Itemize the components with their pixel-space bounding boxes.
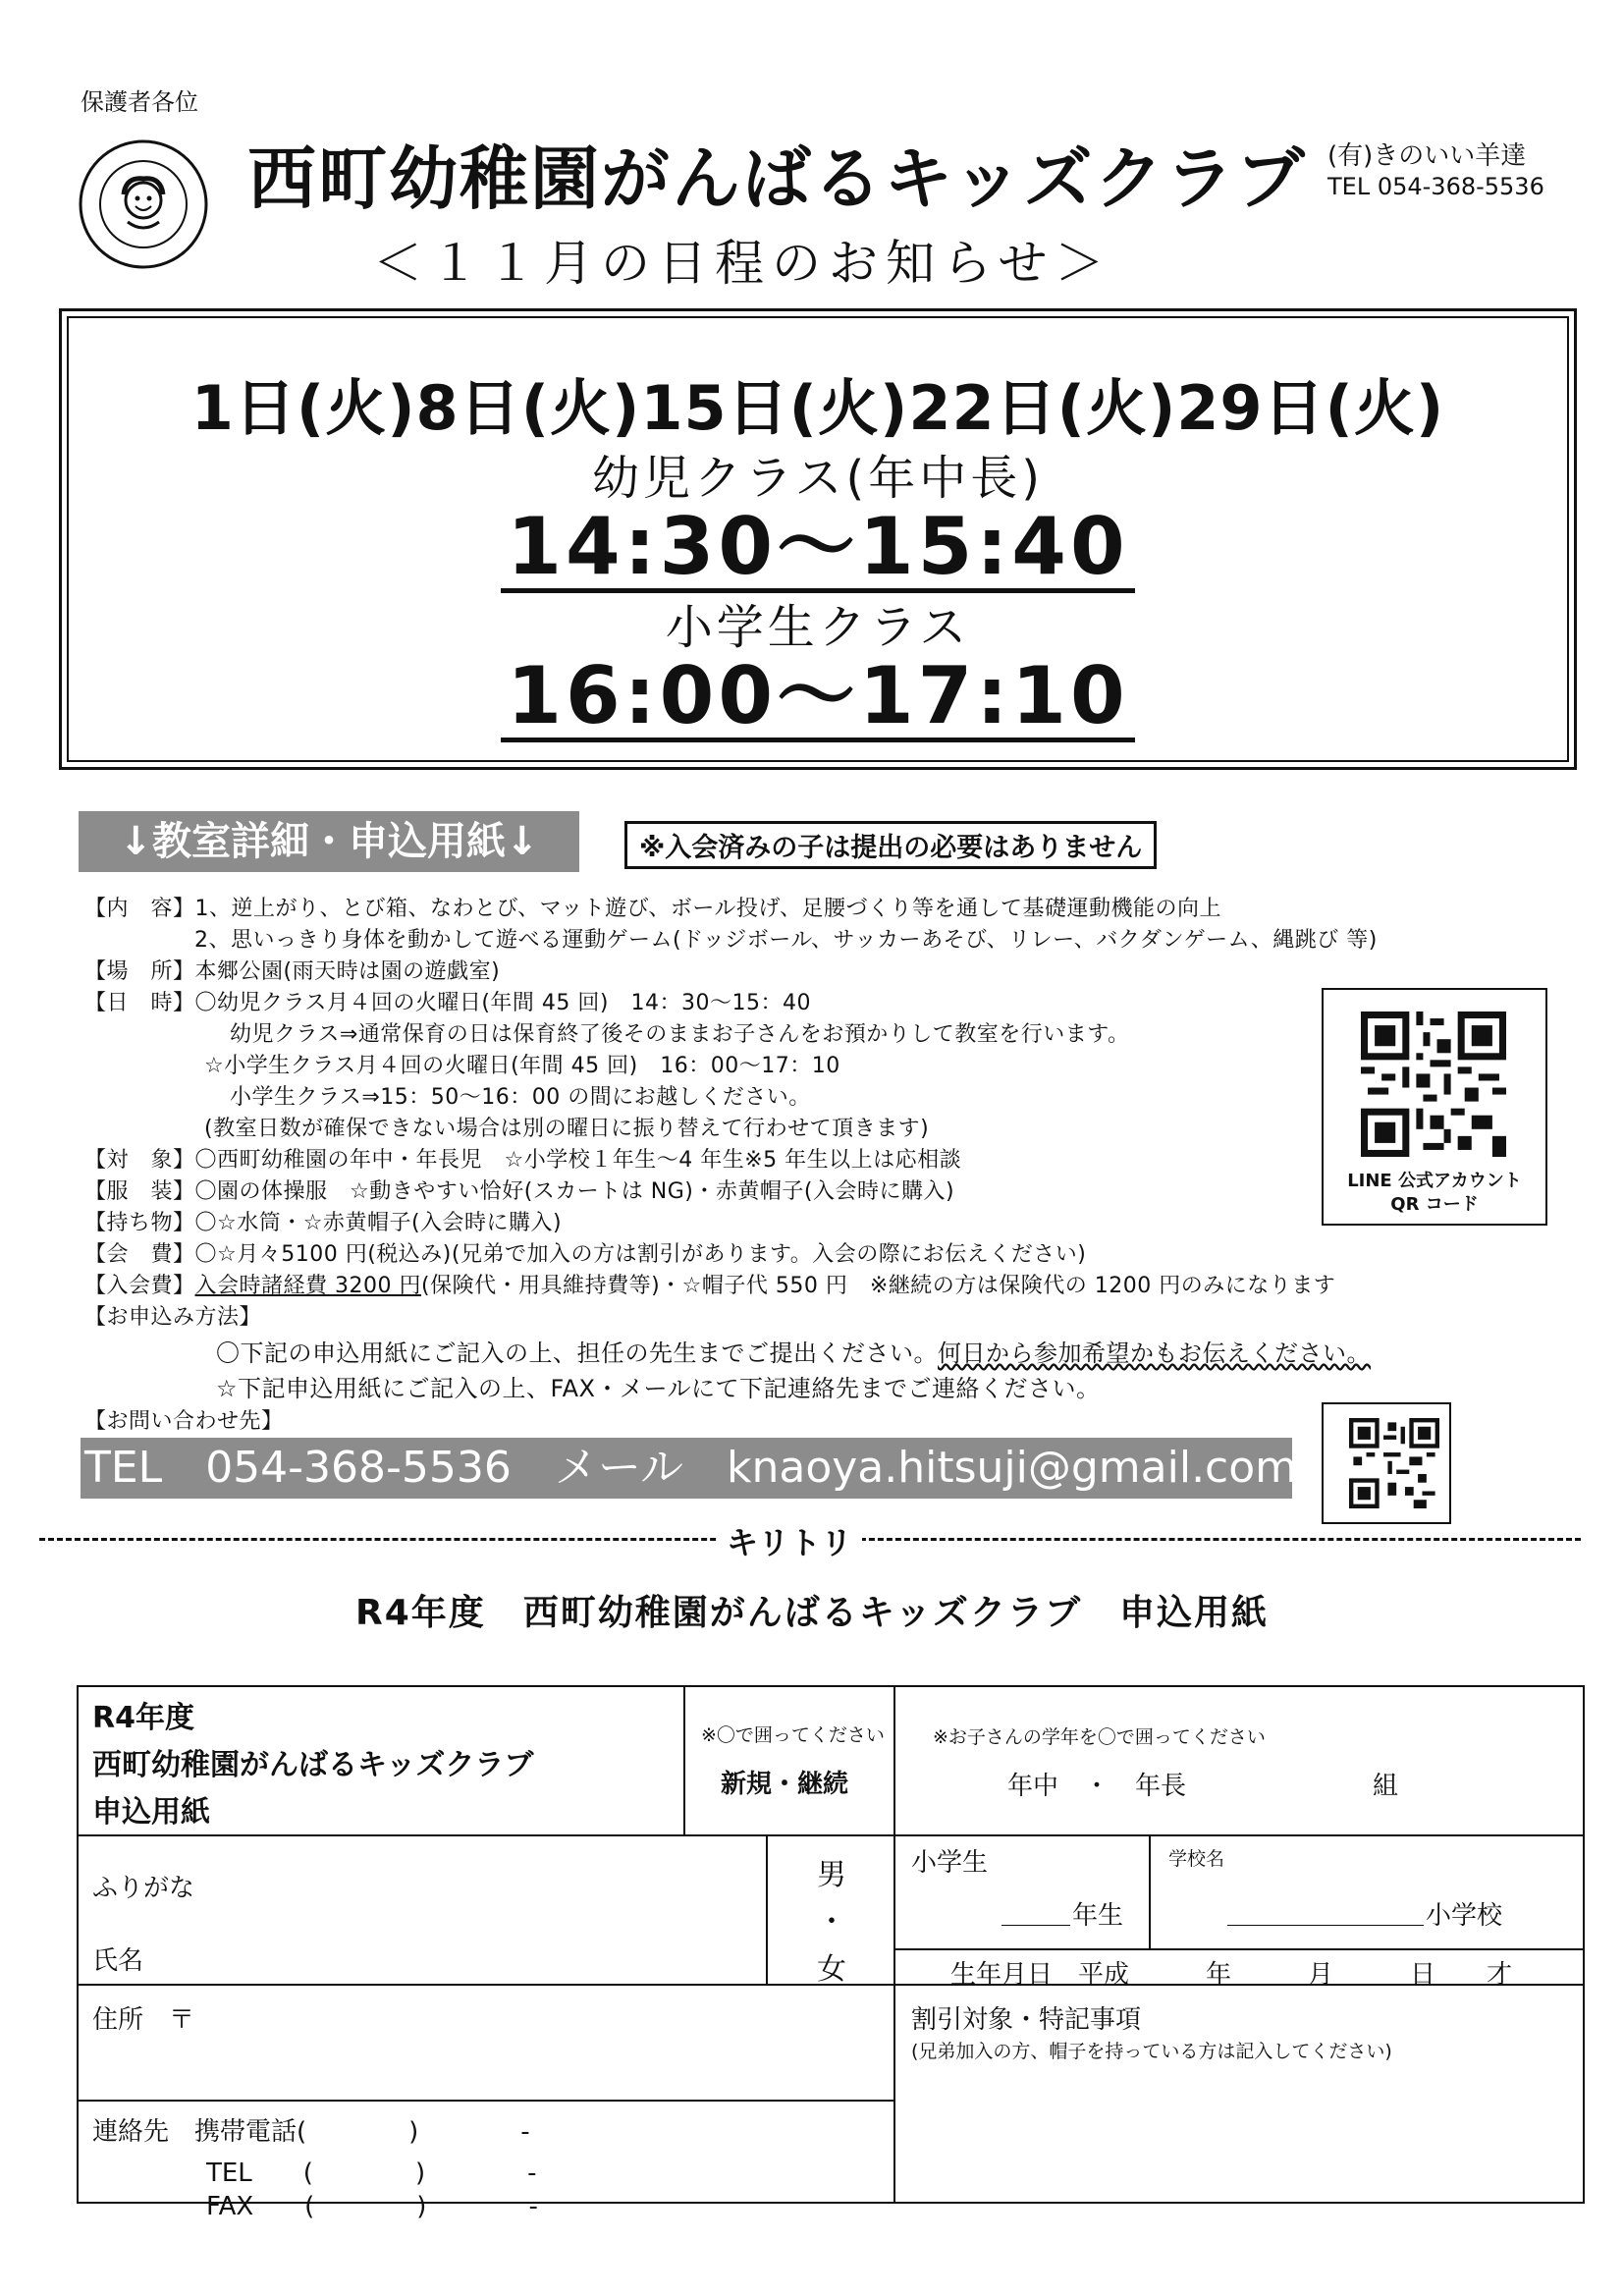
gender-separator: ・ <box>817 1905 846 1940</box>
school-name-input[interactable] <box>1227 1895 1424 1926</box>
school-name-label: 学校名 <box>1168 1848 1225 1870</box>
grade-choice[interactable]: 年中 ・ 年長 <box>1007 1772 1187 1801</box>
discount-note: (兄弟加入の方、帽子を持っている方は記入してください) <box>911 2041 1392 2062</box>
contact-info-bar <box>81 1438 1298 1499</box>
recipient-text: 保護者各位 <box>81 88 198 116</box>
detail-line: (教室日数が確保できない場合は別の曜日に振り替えて行わせて頂きます) <box>204 1117 930 1141</box>
detail-line: 【服 装】〇園の体操服 ☆動きやすい恰好(スカートは NG)・赤黄帽子(入会時に購入) <box>84 1179 955 1204</box>
detail-line: 【内 容】1、逆上がり、とび箱、なわとび、マット遊び、ボール投げ、足腰づくり等を通して基礎運動機能の向上 <box>84 897 1222 921</box>
notice-subtitle: ＜１１月の日程のお知らせ＞ <box>373 235 1112 292</box>
grade-instruction: ※お子さんの学年を〇で囲ってください <box>933 1726 1266 1748</box>
qr-caption: QR コード <box>1390 1194 1479 1215</box>
elementary-class-label: 小学生クラス <box>665 600 971 655</box>
detail-line: ☆下記申込用紙にご記入の上、FAX・メールにて下記連絡先までご連絡ください。 <box>216 1375 1101 1402</box>
form-title-club: 西町幼稚園がんばるキッズクラブ <box>92 1748 534 1782</box>
discount-label: 割引対象・特記事項 <box>911 2005 1142 2035</box>
schedule-dates: 1日(火)8日(火)15日(火)22日(火)29日(火) <box>190 372 1445 444</box>
address-field[interactable]: 住所 〒 <box>92 2005 195 2035</box>
existing-member-note: ※入会済みの子は提出の必要はありません <box>624 821 1157 869</box>
elementary-class-time: 16:00～17:10 <box>69 650 1567 742</box>
email-qr-code-icon[interactable] <box>1349 1418 1439 1508</box>
elementary-label: 小学生 <box>911 1848 989 1878</box>
circle-instruction: ※〇で囲ってください <box>701 1724 885 1746</box>
contact-text: TEL 054-368-5536 メール knaoya.hitsuji@gmail.com <box>84 1443 1298 1493</box>
form-heading: R4年度 西町幼稚園がんばるキッズクラブ 申込用紙 <box>354 1593 1270 1633</box>
kindergarten-class-label: 幼児クラス(年中長) <box>591 451 1044 506</box>
form-title-label: 申込用紙 <box>92 1795 210 1830</box>
detail-line: 【日 時】〇幼児クラス月４回の火曜日(年間 45 回) 14：30～15：40 <box>84 991 811 1015</box>
email-qr-panel <box>1322 1402 1451 1524</box>
tel-field[interactable]: TEL ( ) - <box>206 2159 537 2188</box>
cut-label: キリトリ <box>717 1518 862 1563</box>
company-logo <box>77 137 210 271</box>
club-title: 西町幼稚園がんばるキッズクラブ <box>247 138 1307 219</box>
fax-field[interactable]: FAX ( ) - <box>206 2192 538 2221</box>
detail-line-apply: 〇下記の申込用紙にご記入の上、担任の先生までご提出ください。何日から参加希望かもお伝えください。 <box>216 1339 1371 1367</box>
new-continue-choice[interactable]: 新規・継続 <box>721 1770 849 1799</box>
kindergarten-class-time: 14:30～15:40 <box>69 501 1567 593</box>
detail-line-fee: 【入会費】入会時諸経費 3200 円(保険代・用具維持費等)・☆帽子代 550 円 ※継続の方は保険代の 1200 円のみになります <box>84 1274 1336 1298</box>
detail-line: 小学生クラス⇒15：50～16：00 の間にお越しください。 <box>230 1085 811 1110</box>
qr-caption: LINE 公式アカウント <box>1347 1171 1522 1191</box>
name-field[interactable]: 氏名 <box>92 1946 144 1976</box>
grade-suffix: 年生 <box>1072 1901 1124 1931</box>
detail-line: 2、思いっきり身体を動かして遊べる運動ゲーム(ドッジボール、サッカーあそび、リレー、バクダンゲーム、縄跳び 等) <box>194 928 1378 953</box>
detail-line: 【お問い合わせ先】 <box>84 1409 284 1434</box>
detail-line: ☆小学生クラス月４回の火曜日(年間 45 回) 16：00～17：10 <box>204 1054 840 1078</box>
furigana-field[interactable]: ふりがな <box>92 1874 195 1903</box>
detail-line: 幼児クラス⇒通常保育の日は保育終了後そのままお子さんをお預かりして教室を行います。 <box>230 1022 1130 1047</box>
gender-female[interactable]: 女 <box>817 1952 846 1987</box>
grade-input[interactable] <box>1001 1895 1070 1926</box>
line-qr-code-icon[interactable] <box>1361 1011 1506 1157</box>
mobile-phone-field[interactable]: 連絡先 携帯電話( ) - <box>92 2117 530 2147</box>
detail-line: 【会 費】〇☆月々5100 円(税込み)(兄弟で加入の方は割引があります。入会の際にお伝えください) <box>84 1242 1087 1267</box>
company-name: (有)きのいい羊達 <box>1327 141 1527 171</box>
company-phone: TEL 054-368-5536 <box>1327 173 1544 200</box>
class-suffix: 組 <box>1373 1772 1399 1801</box>
school-suffix: 小学校 <box>1426 1901 1503 1931</box>
application-form <box>77 1685 1585 2221</box>
birthday-field[interactable]: 生年月日 平成 年 月 日 才 <box>950 1960 1513 1990</box>
line-qr-panel <box>1322 988 1547 1226</box>
form-title-year: R4年度 <box>92 1701 194 1735</box>
gender-male[interactable]: 男 <box>817 1858 846 1892</box>
detail-line: 【対 象】〇西町幼稚園の年中・年長児 ☆小学校１年生～4 年生※5 年生以上は応相談 <box>84 1148 962 1173</box>
detail-line: 【お申込み方法】 <box>84 1305 262 1330</box>
detail-line: 【持ち物】〇☆水筒・☆赤黄帽子(入会時に購入) <box>84 1211 563 1235</box>
detail-line: 【場 所】本郷公園(雨天時は園の遊戯室) <box>84 959 501 984</box>
schedule-box <box>59 308 1577 770</box>
details-banner: ↓教室詳細・申込用紙↓ <box>79 811 579 872</box>
